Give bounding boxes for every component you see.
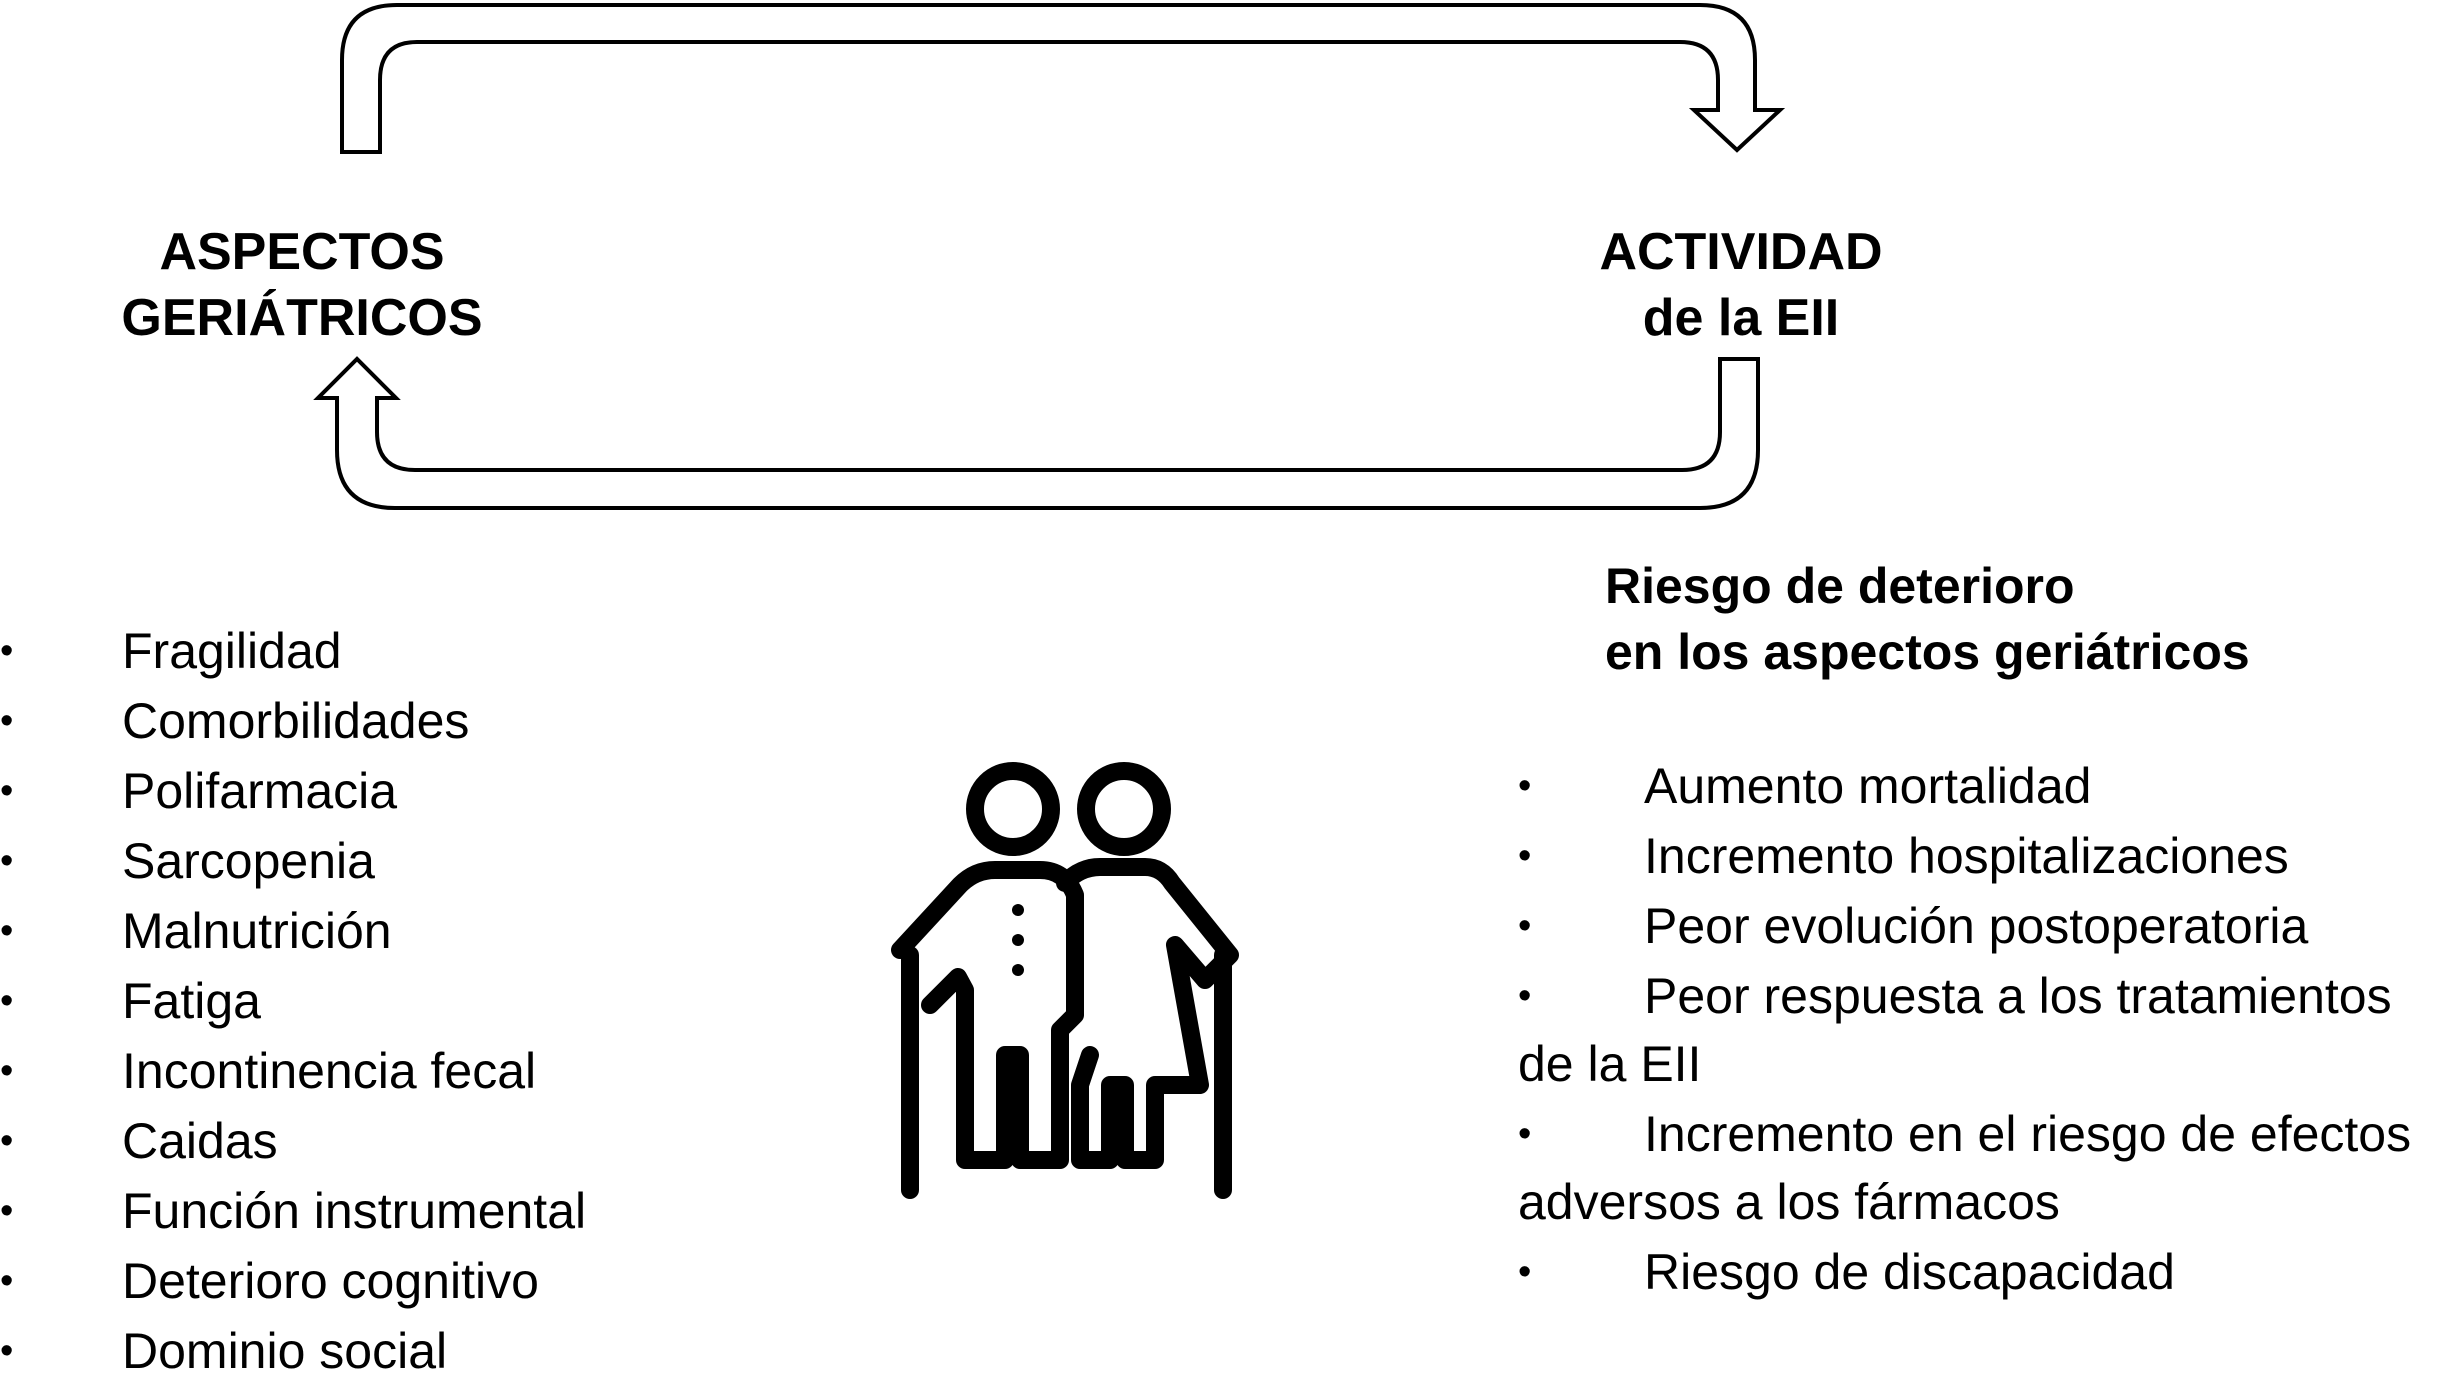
bullet: •	[0, 700, 14, 742]
list-item-text: Riesgo de discapacidad	[1644, 1244, 2175, 1300]
list-item-text: Peor evolución postoperatoria	[1644, 898, 2309, 954]
list-item	[0, 968, 760, 1038]
list-item	[1518, 962, 2448, 1098]
list-item-text: Peor respuesta a los tratamientos	[1644, 968, 2392, 1024]
list-item-text: Función instrumental	[122, 1183, 587, 1239]
list-item-text: Fragilidad	[122, 623, 342, 679]
bullet: •	[0, 980, 14, 1022]
arrow-to-geriatric	[318, 359, 1758, 508]
list-item-continuation: de la EII	[1518, 1036, 1702, 1092]
list-item	[0, 1038, 760, 1108]
bullet: •	[1518, 1113, 1532, 1155]
list-item	[0, 1318, 760, 1388]
list-item-text: Malnutrición	[122, 903, 392, 959]
list-item	[1518, 1238, 2448, 1306]
bullet: •	[1518, 765, 1532, 807]
risk-title-line-1: Riesgo de deterioro	[1605, 558, 2075, 614]
list-item-text: Dominio social	[122, 1323, 448, 1379]
bullet: •	[1518, 975, 1532, 1017]
arrow-to-activity	[342, 5, 1780, 152]
list-item-text: Incremento hospitalizaciones	[1644, 828, 2289, 884]
list-item	[1518, 1100, 2448, 1236]
list-item-text: Incontinencia fecal	[122, 1043, 537, 1099]
bullet: •	[0, 630, 14, 672]
list-item-continuation: adversos a los fármacos	[1518, 1174, 2060, 1230]
bullet: •	[0, 1050, 14, 1092]
bullet: •	[0, 1120, 14, 1162]
list-item-text: Deterioro cognitivo	[122, 1253, 539, 1309]
list-item-text: Sarcopenia	[122, 833, 375, 889]
bullet: •	[1518, 835, 1532, 877]
list-item	[0, 1178, 760, 1248]
risk-title-line-2: en los aspectos geriátricos	[1605, 624, 2250, 680]
risk-title	[1605, 553, 2250, 685]
risk-list	[1518, 752, 2448, 1308]
list-item	[0, 1108, 760, 1178]
list-item	[1518, 822, 2448, 890]
node-left-line-1: ASPECTOS	[159, 223, 445, 281]
list-item	[0, 828, 760, 898]
bullet: •	[0, 840, 14, 882]
bullet: •	[0, 1260, 14, 1302]
elderly-couple-icon	[890, 755, 1250, 1205]
node-left-line-2: GERIÁTRICOS	[121, 289, 483, 347]
bullet: •	[1518, 1251, 1532, 1293]
list-item	[0, 618, 760, 688]
list-item-text: Incremento en el riesgo de efectos	[1644, 1106, 2412, 1162]
list-item	[0, 758, 760, 828]
list-item-text: Fatiga	[122, 973, 261, 1029]
list-item	[1518, 892, 2448, 960]
bullet: •	[0, 1330, 14, 1372]
list-item-text: Caidas	[122, 1113, 278, 1169]
bullet: •	[0, 1190, 14, 1232]
list-item-text: Comorbilidades	[122, 693, 470, 749]
bullet: •	[0, 910, 14, 952]
node-right-line-2: de la EII	[1642, 289, 1840, 347]
list-item	[0, 898, 760, 968]
bullet: •	[0, 770, 14, 812]
node-right-line-1: ACTIVIDAD	[1599, 223, 1883, 281]
bullet: •	[1518, 905, 1532, 947]
node-actividad-eii	[1541, 219, 1941, 351]
geriatric-aspects-list	[0, 618, 760, 1388]
list-item-text: Polifarmacia	[122, 763, 398, 819]
list-item-text: Aumento mortalidad	[1644, 758, 2092, 814]
list-item	[0, 688, 760, 758]
list-item	[0, 1248, 760, 1318]
node-aspectos-geriatricos	[102, 219, 502, 351]
list-item	[1518, 752, 2448, 820]
